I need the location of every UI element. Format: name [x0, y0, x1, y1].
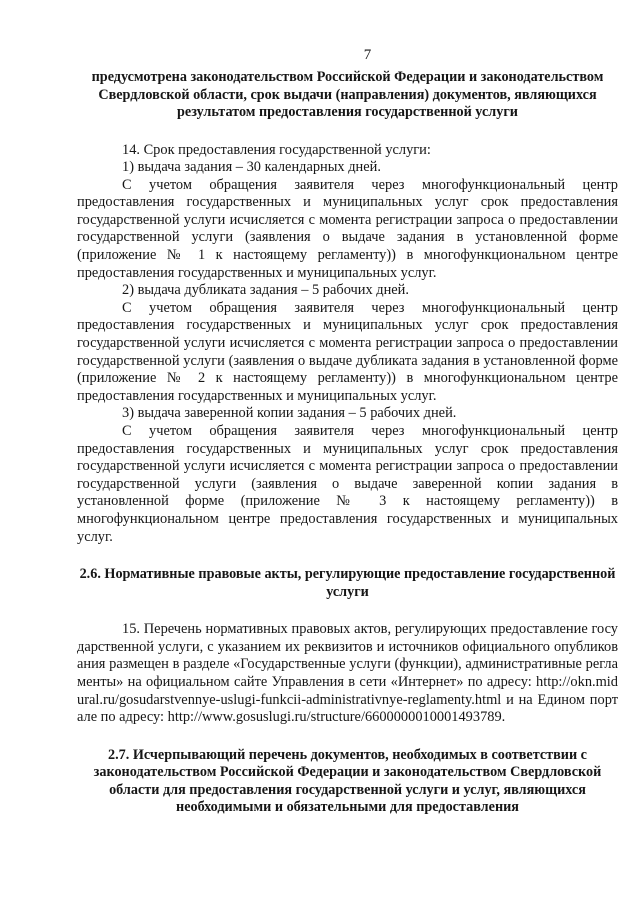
paragraph: 14. Срок предоставления государственной услуги:: [122, 141, 431, 158]
section-2-6: [77, 566, 618, 727]
section-heading: 2.7. Исчерпывающий перечень документов, необходимых в соответствии с законодательством Российской Федерации и законодательством Свердловской области для предоставления государственной услуги и услуг, являющихся необходимыми и обязательными для предоставления: [93, 746, 602, 816]
paragraph: 15. Перечень нормативных правовых актов, регулирующих предоставление государственной услуги, с указанием их реквизитов и источников официального опубликования размещен в разделе «Государственные услуги (функции), административные регламенты» на официальном сайте Управления в сети «Интернет» по адресу: http://okn.midural.ru/gosudarstvennye-uslugi-funkcii-administrativnye-reglamenty.html и на Едином портале по адресу: http://www.gosuslugi.ru/structure/6600000010001493789.: [77, 621, 618, 726]
paragraph: С учетом обращения заявителя через многофункциональный центр предоставления государственных и муниципальных услуг срок предоставления государственной услуги исчисляется с момента регистрации запроса о предоставлении государственной услуги (заявления о выдаче дубликата задания в установленной форме (приложение № 2 к настоящему регламенту)) в многофункциональном центре предоставления государственных и муниципальных услуг.: [77, 299, 618, 404]
paragraph: 3) выдача заверенной копии задания – 5 рабочих дней.: [122, 405, 457, 422]
paragraph: 1) выдача задания – 30 календарных дней.: [122, 159, 381, 176]
section-2-7: [77, 747, 618, 817]
intro-heading: предусмотрена законодательством Российской Федерации и законодательством Свердловской области, срок выдачи (направления) документов, являющихся результатом предоставления государственной услуги: [91, 69, 604, 120]
page-number: 7: [363, 47, 372, 63]
section-2-5-body: [77, 142, 618, 547]
section-heading: 2.6. Нормативные правовые акты, регулирующие предоставление государственной услуги: [79, 566, 616, 600]
paragraph: 2) выдача дубликата задания – 5 рабочих дней.: [122, 282, 409, 299]
paragraph: С учетом обращения заявителя через многофункциональный центр предоставления государственных и муниципальных услуг срок предоставления государственной услуги исчисляется с момента регистрации запроса о предоставлении государственной услуги (заявления о выдаче заверенной копии задания в установленной форме (приложение № 3 к настоящему регламенту)) в многофункциональном центре предоставления государственных и муниципальных услуг.: [77, 423, 618, 545]
paragraph: С учетом обращения заявителя через многофункциональный центр предоставления государственных и муниципальных услуг срок предоставления государственной услуги исчисляется с момента регистрации запроса о предоставлении государственной услуги (заявления о выдаче задания в установленной форме (приложение № 1 к настоящему регламенту)) в многофункциональном центре предоставления государственных и муниципальных услуг.: [77, 176, 618, 281]
